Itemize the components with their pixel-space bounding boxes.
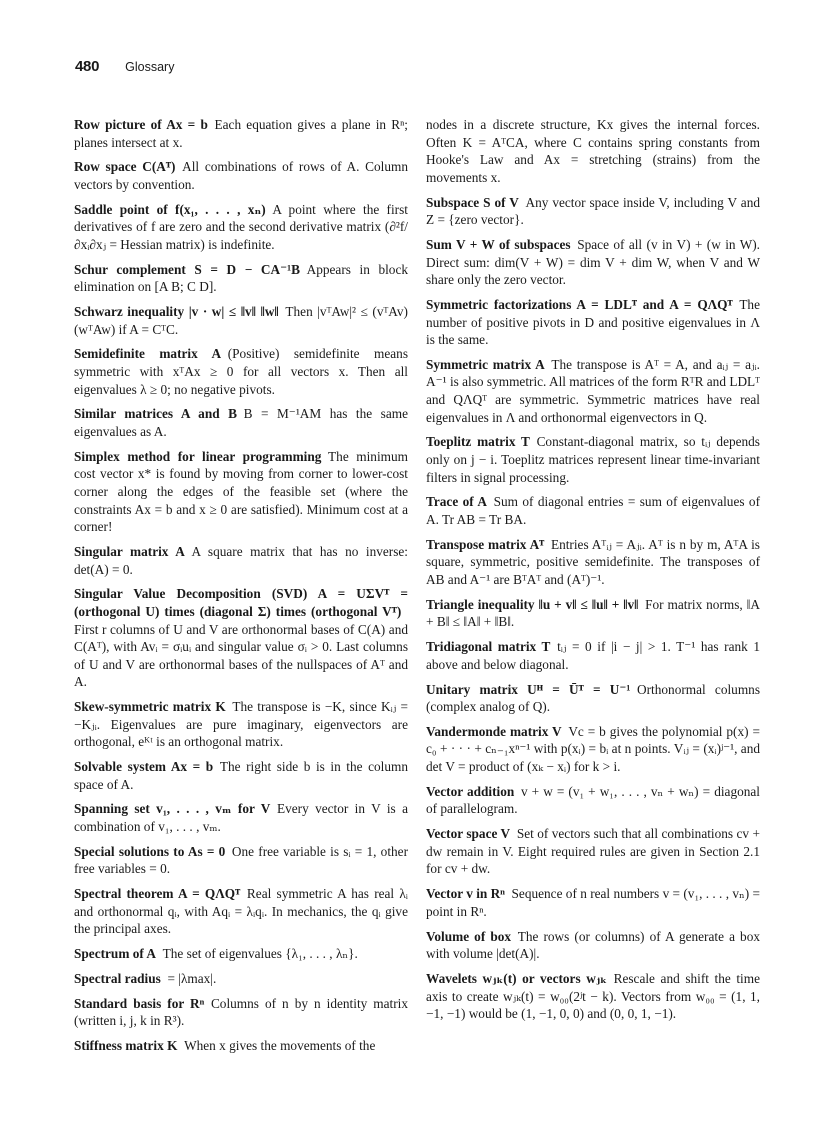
glossary-definition: The transpose is Aᵀ = A, and aᵢⱼ = aⱼᵢ. A⁻¹ is also symmetric. All matrices of the form RᵀR and LDLᵀ and QΛQᵀ are symmetric. Symmetric matrices have real eigenvalues in Λ and orthonormal eigenvectors in Q.: [426, 356, 760, 425]
glossary-entry: [426, 493, 760, 528]
glossary-term: Vector addition: [426, 783, 515, 799]
glossary-definition: Space of all (v in V) + (w in W). Direct sum: dim(V + W) = dim V + dim W, when V and W share only the zero vector.: [426, 236, 760, 288]
glossary-term: Sum V + W of subspaces: [426, 236, 571, 252]
glossary-definition: Each equation gives a plane in Rⁿ; planes intersect at x.: [74, 117, 408, 150]
glossary-term: Vandermonde matrix V: [426, 723, 562, 739]
glossary-entry: [74, 885, 408, 938]
glossary-entry: [74, 970, 408, 988]
glossary-definition: For matrix norms, ‖A + B‖ ≤ ‖A‖ + ‖B‖.: [426, 596, 760, 630]
glossary-term: Special solutions to As = 0: [74, 843, 226, 859]
glossary-entry: [426, 928, 760, 963]
glossary-term: Saddle point of f(x₁, . . . , xₙ): [74, 201, 266, 217]
glossary-term: Vector space V: [426, 826, 511, 842]
glossary-definition: One free variable is sᵢ = 1, other free variables = 0.: [74, 843, 408, 877]
glossary-entry: [74, 945, 408, 963]
glossary-definition: (Positive) semidefinite means symmetric with xᵀAx ≥ 0 for all vectors x. Then all eigenvalues λ ≥ 0; no negative pivots.: [74, 346, 408, 397]
glossary-definition: Orthonormal columns (complex analog of Q).: [426, 681, 760, 715]
glossary-definition: Columns of n by n identity matrix (written i, j, k in R³).: [74, 995, 408, 1029]
glossary-entry: [74, 698, 408, 751]
glossary-term: Solvable system Ax = b: [74, 759, 214, 775]
glossary-entry: [74, 201, 408, 254]
glossary-definition: v + w = (v₁ + w₁, . . . , vₙ + wₙ) = diagonal of parallelogram.: [426, 783, 761, 817]
glossary-definition: = |λmax|.: [167, 970, 217, 986]
glossary-definition: Any vector space inside V, including V and Z = {zero vector}.: [426, 194, 761, 228]
glossary-term: Standard basis for Rⁿ: [74, 995, 205, 1011]
glossary-term: Volume of box: [426, 928, 512, 944]
glossary-term: Semidefinite matrix A: [74, 346, 222, 362]
glossary-definition: A square matrix that has no inverse: det(A) = 0.: [74, 543, 409, 577]
glossary-entry: [74, 116, 408, 151]
glossary-entry: [426, 433, 760, 486]
glossary-entry: [74, 758, 408, 793]
glossary-term: Symmetric matrix A: [426, 356, 545, 372]
glossary-definition: Every vector in V is a combination of v₁, . . . , vₘ.: [74, 801, 408, 835]
glossary-entry: [426, 723, 760, 776]
glossary-definition: Sum of diagonal entries = sum of eigenvalues of A. Tr AB = Tr BA.: [426, 494, 760, 527]
glossary-term: Row picture of Ax = b: [74, 117, 208, 132]
glossary-term: Trace of A: [426, 494, 487, 510]
glossary-definition: The right side b is in the column space of A.: [74, 759, 408, 792]
glossary-entry: [426, 970, 760, 1023]
glossary-entry: [74, 843, 408, 878]
glossary-entry: [74, 800, 408, 835]
glossary-entry: [74, 448, 408, 536]
glossary-term: Toeplitz matrix T: [426, 434, 530, 450]
glossary-term: Subspace S of V: [426, 194, 519, 210]
glossary-definition: Rescale and shift the time axis to create wⱼₖ(t) = w₀₀(2ʲt − k). Vectors from w₀₀ = (1, 1, −1, −1) would be (1, −1, 0, 0) and (0, 0, 1, −1).: [426, 970, 760, 1022]
glossary-entry: [74, 345, 408, 398]
glossary-right-column: [426, 116, 760, 1030]
glossary-term: Singular matrix A: [74, 543, 185, 559]
glossary-term: Spectral radius: [74, 970, 161, 986]
glossary-entry: [426, 356, 760, 426]
glossary-entry: [426, 825, 760, 878]
glossary-term: Symmetric factorizations A = LDLᵀ and A = QΛQᵀ: [426, 296, 733, 312]
running-title: Glossary: [125, 60, 175, 74]
glossary-definition: When x gives the movements of the: [184, 1038, 376, 1054]
glossary-definition: Then |vᵀAw|² ≤ (vᵀAv)(wᵀAw) if A = CᵀC.: [74, 304, 408, 337]
glossary-entry: [74, 405, 408, 440]
glossary-term: Wavelets wⱼₖ(t) or vectors wⱼₖ: [426, 970, 607, 986]
glossary-entry: [426, 638, 760, 673]
glossary-definition: A point where the first derivatives of f are zero and the second derivative matrix (∂²f/∂xᵢ∂xⱼ = Hessian matrix) is indefinite.: [74, 201, 408, 252]
glossary-term: Vector v in Rⁿ: [426, 886, 505, 902]
glossary-left-column: [74, 116, 408, 1062]
glossary-definition: B = M⁻¹AM has the same eigenvalues as A.: [74, 406, 408, 440]
glossary-definition: Real symmetric A has real λᵢ and orthonormal qᵢ, with Aqᵢ = λᵢqᵢ. In mechanics, the qᵢ give the principal axes.: [74, 886, 408, 937]
glossary-entry: [74, 995, 408, 1030]
glossary-entry: [74, 1037, 408, 1055]
glossary-term: Spectrum of A: [74, 946, 156, 962]
glossary-definition: Vc = b gives the polynomial p(x) = c₀ + · · · + cₙ₋₁xⁿ⁻¹ with p(xᵢ) = bᵢ at n points. Vᵢⱼ = (xᵢ)ʲ⁻¹, and det V = product of (xₖ − xᵢ) for k > i.: [426, 723, 760, 775]
glossary-definition: First r columns of U and V are orthonormal bases of C(A) and C(Aᵀ), with Avᵢ = σᵢuᵢ and singular value σᵢ > 0. Last columns of U and V are orthonormal bases of the nullspaces of Aᵀ and A.: [74, 621, 408, 690]
glossary-term: Stiffness matrix K: [74, 1038, 178, 1054]
glossary-entry: [426, 296, 760, 349]
glossary-definition: The rows (or columns) of A generate a box with volume |det(A)|.: [426, 928, 760, 962]
glossary-definition: The minimum cost vector x* is found by moving from corner to lower-cost corner along the edges of the feasible set (where the constraints Ax = b and x ≥ 0 are satisfied). Minimum cost at a corner!: [74, 448, 408, 535]
glossary-definition: Entries Aᵀᵢⱼ = Aⱼᵢ. Aᵀ is n by m, AᵀA is square, symmetric, positive semidefinite. The transposes of AB and A⁻¹ are BᵀAᵀ and (Aᵀ)⁻¹.: [426, 536, 760, 587]
glossary-term: Spanning set v₁, . . . , vₘ for V: [74, 801, 271, 817]
glossary-definition: Set of vectors such that all combinations cv + dw remain in V. Eight required rules are given in Section 2.1 for cv + dw.: [426, 826, 760, 877]
glossary-term: Spectral theorem A = QΛQᵀ: [74, 886, 241, 902]
glossary-entry: [426, 681, 760, 716]
glossary-definition: The set of eigenvalues {λ₁, . . . , λₙ}.: [162, 946, 358, 962]
glossary-entry: [74, 158, 408, 193]
glossary-definition: tᵢⱼ = 0 if |i − j| > 1. T⁻¹ has rank 1 above and below diagonal.: [426, 639, 760, 672]
glossary-definition: The transpose is −K, since Kᵢⱼ = −Kⱼᵢ. Eigenvalues are pure imaginary, eigenvectors are orthogonal, eᴷᵗ is an orthogonal matrix.: [74, 699, 408, 750]
glossary-definition: Constant-diagonal matrix, so tᵢⱼ depends only on j − i. Toeplitz matrices represent linear time-invariant filters in signal processing.: [426, 434, 760, 485]
glossary-entry: [426, 596, 760, 631]
glossary-definition: Appears in block elimination on [A B; C D].: [74, 261, 409, 295]
glossary-entry: [426, 536, 760, 589]
glossary-entry: [426, 783, 760, 818]
glossary-definition: The number of positive pivots in D and positive eigenvalues in Λ is the same.: [426, 296, 760, 348]
glossary-entry: [426, 194, 760, 229]
glossary-definition: All combinations of rows of A. Column vectors by convention.: [74, 159, 408, 192]
glossary-entry: [426, 236, 760, 289]
glossary-entry: [74, 261, 408, 296]
glossary-entry: [426, 116, 760, 186]
glossary-term: Tridiagonal matrix T: [426, 639, 551, 655]
glossary-entry: [74, 543, 408, 578]
glossary-entry: [426, 885, 760, 920]
page-header: [75, 58, 174, 80]
glossary-term: Schwarz inequality |v · w| ≤ ‖v‖ ‖w‖: [74, 304, 279, 320]
glossary-term: Triangle inequality ‖u + v‖ ≤ ‖u‖ + ‖v‖: [426, 596, 639, 612]
glossary-definition: nodes in a discrete structure, Kx gives the internal forces. Often K = AᵀCA, where C contains spring constants from Hooke's Law and Ax = stretching (strains) from the movements x.: [426, 117, 760, 185]
glossary-term: Row space C(Aᵀ): [74, 159, 176, 175]
glossary-term: Schur complement S = D − CA⁻¹B: [74, 261, 300, 277]
glossary-term: Singular Value Decomposition (SVD) A = UΣVᵀ = (orthogonal U) times (diagonal Σ) times (orthogonal Vᵀ): [74, 586, 408, 619]
glossary-term: Transpose matrix Aᵀ: [426, 536, 545, 552]
glossary-entry: [74, 303, 408, 338]
glossary-definition: Sequence of n real numbers v = (v₁, . . . , vₙ) = point in Rⁿ.: [426, 886, 760, 919]
glossary-term: Unitary matrix Uᴴ = Ūᵀ = U⁻¹: [426, 681, 631, 697]
glossary-entry: [74, 585, 408, 691]
glossary-term: Similar matrices A and B: [74, 406, 237, 422]
page-number: 480: [75, 58, 100, 75]
glossary-term: Simplex method for linear programming: [74, 448, 322, 464]
glossary-term: Skew-symmetric matrix K: [74, 699, 226, 715]
